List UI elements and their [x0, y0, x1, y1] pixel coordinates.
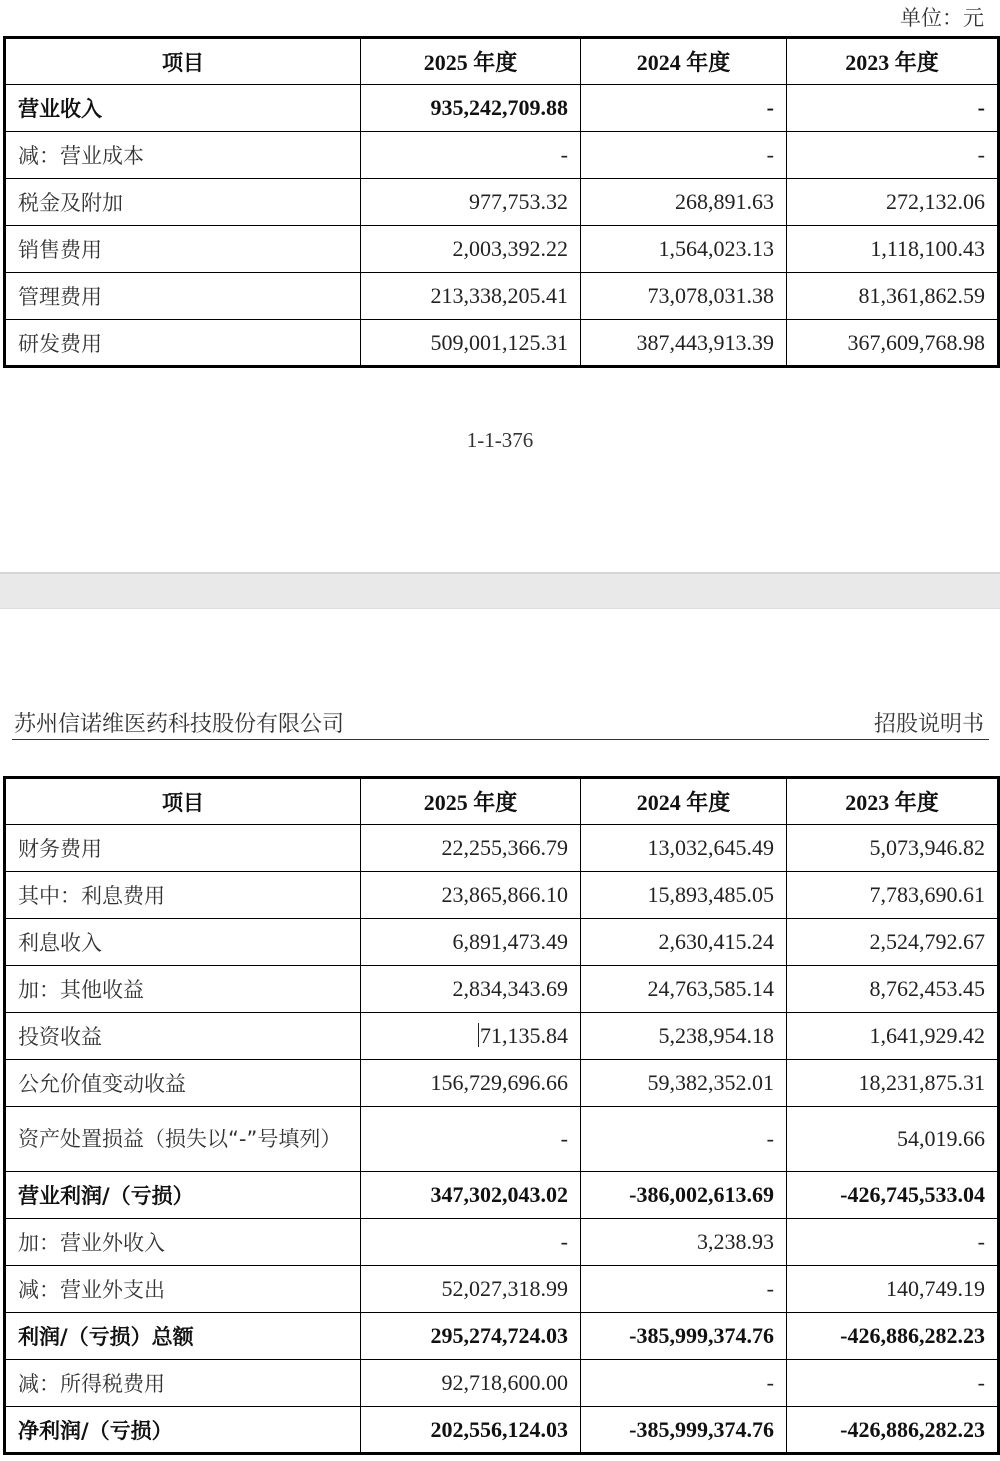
- value-2023: 5,073,946.82: [787, 825, 999, 872]
- table-row: [5, 825, 999, 872]
- value-2025: -: [361, 132, 581, 179]
- value-2025: 23,865,866.10: [361, 872, 581, 919]
- column-header-2024: 2024 年度: [581, 778, 787, 825]
- value-2025: 202,556,124.03: [361, 1407, 581, 1454]
- row-item-label: 管理费用: [5, 273, 361, 320]
- value-2025: 22,255,366.79: [361, 825, 581, 872]
- row-item-label: 营业利润/（亏损）: [5, 1172, 361, 1219]
- page-divider: [0, 572, 1000, 609]
- value-2024: -: [581, 1266, 787, 1313]
- value-2025: 2,834,343.69: [361, 966, 581, 1013]
- value-2023: 140,749.19: [787, 1266, 999, 1313]
- value-2025: -: [361, 1107, 581, 1172]
- row-item-label: 财务费用: [5, 825, 361, 872]
- value-2023: 272,132.06: [787, 179, 999, 226]
- value-2023: 2,524,792.67: [787, 919, 999, 966]
- table-row: [5, 1266, 999, 1313]
- value-2025: 52,027,318.99: [361, 1266, 581, 1313]
- value-2024: 3,238.93: [581, 1219, 787, 1266]
- value-2024: 268,891.63: [581, 179, 787, 226]
- row-item-label: 利润/（亏损）总额: [5, 1313, 361, 1360]
- value-2024: -: [581, 85, 787, 132]
- income-statement-table-part1: [3, 36, 1000, 368]
- document-type: 招股说明书: [873, 712, 984, 737]
- table-row: [5, 179, 999, 226]
- row-item-label: 公允价值变动收益: [5, 1060, 361, 1107]
- value-2025: 71,135.84: [361, 1013, 581, 1060]
- table-row: [5, 966, 999, 1013]
- row-item-label: 净利润/（亏损）: [5, 1407, 361, 1454]
- table-row: [5, 1013, 999, 1060]
- value-2024: 5,238,954.18: [581, 1013, 787, 1060]
- value-2025: 213,338,205.41: [361, 273, 581, 320]
- value-2024: 387,443,913.39: [581, 320, 787, 367]
- value-2025: 935,242,709.88: [361, 85, 581, 132]
- value-2024: 73,078,031.38: [581, 273, 787, 320]
- table-row: [5, 85, 999, 132]
- row-item-label: 销售费用: [5, 226, 361, 273]
- value-2024: 15,893,485.05: [581, 872, 787, 919]
- value-2024: -: [581, 1360, 787, 1407]
- table-row: [5, 1407, 999, 1454]
- table-row: [5, 226, 999, 273]
- income-statement-table-part2: [3, 776, 1000, 1455]
- row-item-label: 税金及附加: [5, 179, 361, 226]
- value-2025: 6,891,473.49: [361, 919, 581, 966]
- column-header-2025: 2025 年度: [361, 778, 581, 825]
- column-header-item: 项目: [5, 778, 361, 825]
- unit-label: 单位：元: [900, 6, 984, 30]
- value-2024: 13,032,645.49: [581, 825, 787, 872]
- value-2024: -386,002,613.69: [581, 1172, 787, 1219]
- value-2023: 7,783,690.61: [787, 872, 999, 919]
- table-row: [5, 273, 999, 320]
- row-item-label: 投资收益: [5, 1013, 361, 1060]
- row-item-label: 加：营业外收入: [5, 1219, 361, 1266]
- value-2023: -426,886,282.23: [787, 1407, 999, 1454]
- value-2023: 1,118,100.43: [787, 226, 999, 273]
- row-item-label: 加：其他收益: [5, 966, 361, 1013]
- value-2023: 1,641,929.42: [787, 1013, 999, 1060]
- column-header-2023: 2023 年度: [787, 778, 999, 825]
- row-item-label: 减：营业外支出: [5, 1266, 361, 1313]
- value-2024: -385,999,374.76: [581, 1313, 787, 1360]
- value-2025: 295,274,724.03: [361, 1313, 581, 1360]
- value-2024: 1,564,023.13: [581, 226, 787, 273]
- row-item-label: 利息收入: [5, 919, 361, 966]
- value-2024: 59,382,352.01: [581, 1060, 787, 1107]
- row-item-label: 营业收入: [5, 85, 361, 132]
- value-2023: -: [787, 132, 999, 179]
- value-2023: 54,019.66: [787, 1107, 999, 1172]
- value-2025: 92,718,600.00: [361, 1360, 581, 1407]
- value-2023: 18,231,875.31: [787, 1060, 999, 1107]
- value-2023: 81,361,862.59: [787, 273, 999, 320]
- header-rule: [12, 739, 989, 740]
- value-2023: -426,745,533.04: [787, 1172, 999, 1219]
- table-row: [5, 1172, 999, 1219]
- table-header-row: [5, 38, 999, 85]
- table-row: [5, 1313, 999, 1360]
- column-header-2025: 2025 年度: [361, 38, 581, 85]
- value-2024: -385,999,374.76: [581, 1407, 787, 1454]
- value-2023: -: [787, 1360, 999, 1407]
- value-2024: -: [581, 1107, 787, 1172]
- row-item-label: 研发费用: [5, 320, 361, 367]
- row-item-label: 资产处置损益（损失以“-”号填列）: [5, 1107, 361, 1172]
- value-2023: 367,609,768.98: [787, 320, 999, 367]
- row-item-label: 减：所得税费用: [5, 1360, 361, 1407]
- column-header-2023: 2023 年度: [787, 38, 999, 85]
- value-2023: -: [787, 85, 999, 132]
- value-2025: 2,003,392.22: [361, 226, 581, 273]
- value-2023: -: [787, 1219, 999, 1266]
- column-header-2024: 2024 年度: [581, 38, 787, 85]
- table-row: [5, 1219, 999, 1266]
- column-header-item: 项目: [5, 38, 361, 85]
- value-2024: -: [581, 132, 787, 179]
- value-2023: -426,886,282.23: [787, 1313, 999, 1360]
- value-2025: 347,302,043.02: [361, 1172, 581, 1219]
- company-name: 苏州信诺维医药科技股份有限公司: [14, 712, 345, 737]
- value-2025: -: [361, 1219, 581, 1266]
- row-item-label: 减：营业成本: [5, 132, 361, 179]
- table-row: [5, 919, 999, 966]
- table-row: [5, 1360, 999, 1407]
- table-row: [5, 320, 999, 367]
- value-2024: 24,763,585.14: [581, 966, 787, 1013]
- table-row: [5, 1107, 999, 1172]
- row-item-label: 其中：利息费用: [5, 872, 361, 919]
- value-2024: 2,630,415.24: [581, 919, 787, 966]
- table-row: [5, 1060, 999, 1107]
- table-row: [5, 132, 999, 179]
- value-2023: 8,762,453.45: [787, 966, 999, 1013]
- table-header-row: [5, 778, 999, 825]
- page-number: 1-1-376: [466, 428, 534, 452]
- value-2025: 509,001,125.31: [361, 320, 581, 367]
- text-cursor: [478, 1023, 479, 1047]
- table-row: [5, 872, 999, 919]
- value-2025: 156,729,696.66: [361, 1060, 581, 1107]
- value-2025: 977,753.32: [361, 179, 581, 226]
